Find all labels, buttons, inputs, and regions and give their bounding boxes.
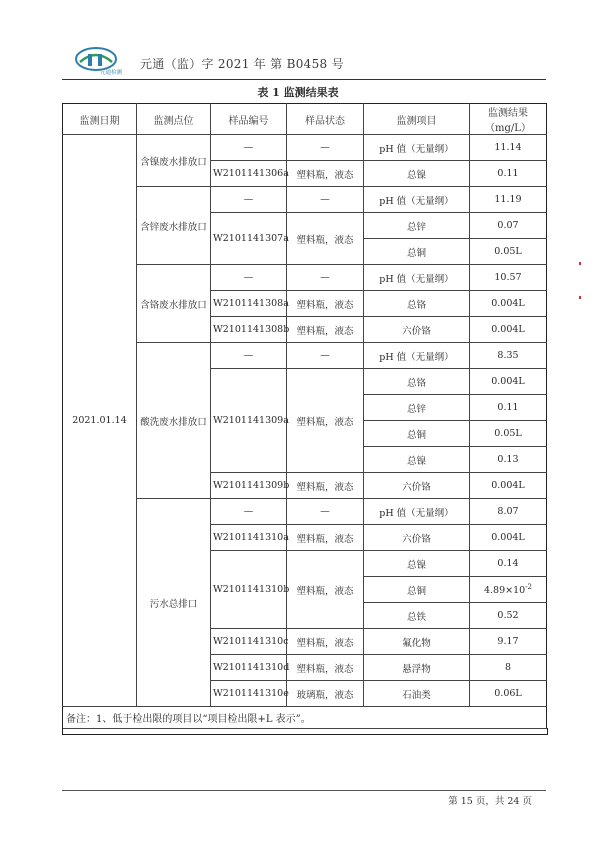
result-cell: 0.004L [470,473,547,499]
sample-id-cell: — [211,265,287,291]
item-cell: 总铜 [364,239,470,265]
sample-id-cell: W2101141310b [211,551,287,629]
item-cell: 总铁 [364,603,470,629]
sample-state-cell: 塑料瓶，液态 [287,525,364,551]
point-cell: 污水总排口 [137,499,211,707]
item-cell: 总铜 [364,421,470,447]
sample-id-cell: W2101141309a [211,369,287,473]
scan-mark [579,296,581,299]
sample-state-cell: 塑料瓶，液态 [287,317,364,343]
result-cell: 8 [470,655,547,681]
item-cell: pH 值（无量纲） [364,265,470,291]
item-cell: 六价铬 [364,525,470,551]
point-cell: 酸洗废水排放口 [137,343,211,499]
result-exponent: -2 [525,582,533,591]
sample-state-cell: 塑料瓶，液态 [287,161,364,187]
sample-id-cell: W2101141310d [211,655,287,681]
item-cell: 总铜 [364,577,470,603]
table-bottom-border [62,728,548,735]
sample-id-cell: W2101141310c [211,629,287,655]
result-cell: 0.05L [470,239,547,265]
result-cell: 8.35 [470,343,547,369]
sample-state-cell: 塑料瓶，液态 [287,291,364,317]
item-cell: 石油类 [364,681,470,707]
sample-id-cell: — [211,135,287,161]
result-cell: 11.14 [470,135,547,161]
item-cell: 六价铬 [364,473,470,499]
table-row [63,135,547,161]
item-cell: 总镍 [364,447,470,473]
col-header-sample-state: 样品状态 [287,104,364,135]
header-divider [62,79,546,80]
col-header-sample-id: 样品编号 [211,104,287,135]
notes-row [63,707,547,729]
sample-state-cell: 塑料瓶，液态 [287,629,364,655]
sample-state-cell: 塑料瓶，液态 [287,213,364,265]
item-cell: pH 值（无量纲） [364,135,470,161]
monitoring-results-table [62,103,547,729]
result-mantissa: 4.89×10 [483,585,526,597]
col-header-date: 监测日期 [63,104,137,135]
result-cell: 9.17 [470,629,547,655]
item-cell: 总锌 [364,395,470,421]
item-cell: 总铬 [364,369,470,395]
logo-caption: 元通检测 [100,70,123,76]
sample-state-cell: — [287,265,364,291]
footer-divider [62,790,546,791]
result-cell: 0.52 [470,603,547,629]
col-header-item: 监测项目 [364,104,470,135]
point-cell: 含锌废水排放口 [137,187,211,265]
result-cell [470,577,547,603]
result-cell: 8.07 [470,499,547,525]
item-cell: 六价铬 [364,317,470,343]
date-cell: 2021.01.14 [63,135,137,707]
result-cell: 0.004L [470,317,547,343]
scan-mark [579,262,581,265]
sample-state-cell: — [287,135,364,161]
result-cell: 0.05L [470,421,547,447]
item-cell: 悬浮物 [364,655,470,681]
sample-state-cell: 塑料瓶，液态 [287,655,364,681]
sample-id-cell: W2101141310a [211,525,287,551]
sample-id-cell: W2101141307a [211,213,287,265]
sample-id-cell: — [211,343,287,369]
result-cell: 11.19 [470,187,547,213]
sample-id-cell: W2101141308a [211,291,287,317]
sample-state-cell: — [287,187,364,213]
result-cell: 0.11 [470,161,547,187]
sample-id-cell: — [211,187,287,213]
sample-state-cell: — [287,499,364,525]
table-title: 表 1 监测结果表 [257,86,339,99]
result-cell: 0.004L [470,525,547,551]
point-cell: 含铬废水排放口 [137,265,211,343]
result-cell: 0.06L [470,681,547,707]
table-note: 备注：1、低于检出限的项目以“项目检出限+L 表示”。 [63,707,547,729]
item-cell: pH 值（无量纲） [364,343,470,369]
result-cell: 10.57 [470,265,547,291]
sample-state-cell: 塑料瓶，液态 [287,551,364,629]
table-header-row [63,104,547,135]
report-reference-number: 元通（监）字 2021 年 第 B0458 号 [140,57,344,71]
result-cell: 0.004L [470,291,547,317]
result-cell: 0.11 [470,395,547,421]
sample-state-cell: 塑料瓶，液态 [287,473,364,499]
sample-state-cell: 塑料瓶，液态 [287,369,364,473]
col-header-result: 监测结果（mg/L） [470,104,547,135]
sample-state-cell: — [287,343,364,369]
result-cell: 0.07 [470,213,547,239]
result-cell: 0.004L [470,369,547,395]
sample-state-cell: 玻璃瓶，液态 [287,681,364,707]
item-cell: 总镍 [364,161,470,187]
col-header-point: 监测点位 [137,104,211,135]
sample-id-cell: W2101141310e [211,681,287,707]
result-cell: 0.13 [470,447,547,473]
item-cell: 总镍 [364,551,470,577]
item-cell: 总铬 [364,291,470,317]
result-cell: 0.14 [470,551,547,577]
sample-id-cell: — [211,499,287,525]
company-logo-icon [74,46,136,76]
sample-id-cell: W2101141306a [211,161,287,187]
sample-id-cell: W2101141309b [211,473,287,499]
item-cell: 总锌 [364,213,470,239]
point-cell: 含镍废水排放口 [137,135,211,187]
item-cell: pH 值（无量纲） [364,187,470,213]
item-cell: pH 值（无量纲） [364,499,470,525]
item-cell: 氟化物 [364,629,470,655]
page-number: 第 15 页，共 24 页 [448,796,532,807]
sample-id-cell: W2101141308b [211,317,287,343]
